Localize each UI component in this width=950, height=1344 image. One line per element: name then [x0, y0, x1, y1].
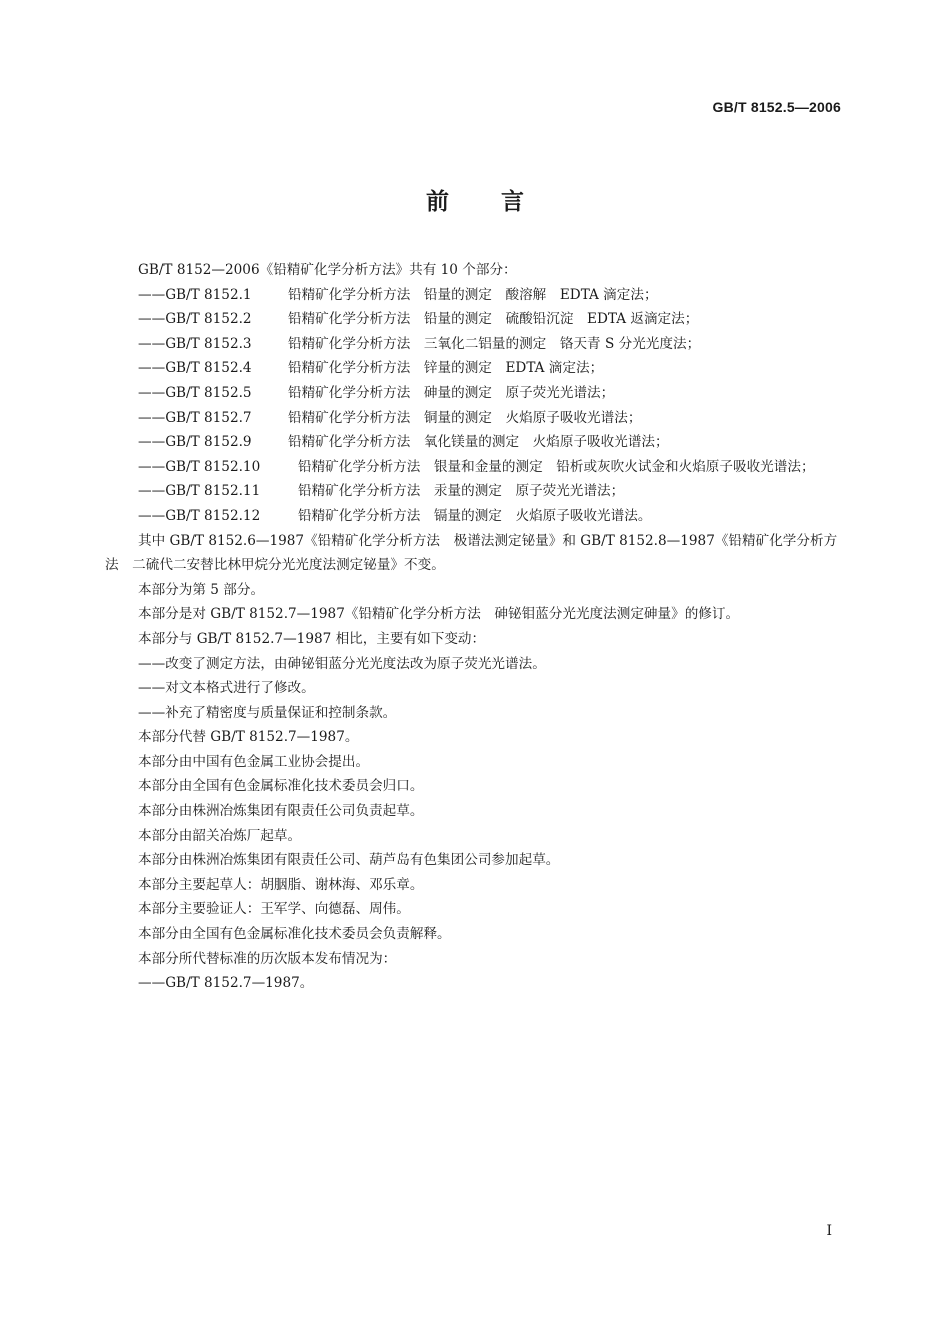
part-description: 铅精矿化学分析方法 铅量的测定 硫酸铅沉淀 EDTA 返滴定法； [288, 311, 699, 328]
part-list-item [105, 307, 845, 332]
verifiers-paragraph: 本部分主要验证人：王军学、向德磊、周伟。 [138, 901, 410, 918]
body-paragraph: 本部分是对 GB/T 8152.7—1987《铅精矿化学分析方法 砷铋钼蓝分光光度法测定砷量》的修订。 [138, 606, 740, 623]
body-paragraph: 本部分由株洲冶炼集团有限责任公司负责起草。 [138, 803, 424, 820]
body-paragraph: 本部分所代替标准的历次版本发布情况为： [138, 950, 397, 967]
part-code: ——GB/T 8152.9 [138, 434, 252, 451]
part-list-item [105, 356, 845, 381]
part-description: 铅精矿化学分析方法 砷量的测定 原子荧光光谱法； [288, 384, 615, 401]
part-list-item [105, 381, 845, 406]
part-code: ——GB/T 8152.7 [138, 409, 252, 426]
page-title [0, 183, 950, 216]
unchanged-parts-note: 其中 GB/T 8152.6—1987《铅精矿化学分析方法 极谱法测定铋量》和 GB/T 8152.8—1987《铅精矿化学分析方法 二硫代二安替比林甲烷分光光度法测定铋量》不变。 [105, 532, 838, 574]
part-description: 铅精矿化学分析方法 汞量的测定 原子荧光光谱法； [298, 483, 625, 500]
title-char: 言 [501, 189, 524, 215]
part-list-item [105, 479, 845, 504]
part-description: 铅精矿化学分析方法 镉量的测定 火焰原子吸收光谱法。 [298, 507, 652, 524]
part-description: 铅精矿化学分析方法 氧化镁量的测定 火焰原子吸收光谱法； [288, 434, 669, 451]
body-paragraph: 本部分由韶关冶炼厂起草。 [138, 827, 302, 844]
part-code: ——GB/T 8152.10 [138, 458, 261, 475]
body-paragraph: 本部分为第 5 部分。 [138, 581, 265, 598]
previous-edition-item: ——GB/T 8152.7—1987。 [138, 975, 314, 992]
change-item: ——对文本格式进行了修改。 [138, 680, 315, 697]
intro-paragraph: GB/T 8152—2006《铅精矿化学分析方法》共有 10 个部分： [138, 262, 517, 278]
part-code: ——GB/T 8152.5 [138, 384, 252, 401]
part-description: 铅精矿化学分析方法 铅量的测定 酸溶解 EDTA 滴定法； [288, 286, 658, 303]
part-list-item [105, 332, 845, 357]
part-code: ——GB/T 8152.12 [138, 507, 261, 524]
part-description: 铅精矿化学分析方法 铜量的测定 火焰原子吸收光谱法； [288, 409, 642, 426]
foreword-body [105, 258, 845, 996]
body-paragraph: 本部分与 GB/T 8152.7—1987 相比，主要有如下变动： [138, 630, 486, 647]
part-list-item [105, 430, 845, 455]
body-paragraph: 本部分由中国有色金属工业协会提出。 [138, 753, 370, 770]
body-paragraph: 本部分由全国有色金属标准化技术委员会归口。 [138, 778, 424, 795]
part-code: ——GB/T 8152.2 [138, 311, 252, 328]
title-char: 前 [426, 189, 449, 215]
part-list-item [105, 406, 845, 431]
page-number: I [826, 1223, 832, 1239]
body-paragraph: 本部分由全国有色金属标准化技术委员会负责解释。 [138, 926, 451, 943]
part-code: ——GB/T 8152.11 [138, 483, 261, 500]
change-item: ——补充了精密度与质量保证和控制条款。 [138, 704, 397, 721]
drafters-paragraph: 本部分主要起草人：胡胭脂、谢林海、邓乐章。 [138, 876, 424, 893]
body-paragraph: 本部分由株洲冶炼集团有限责任公司、葫芦岛有色集团公司参加起草。 [138, 852, 560, 869]
part-list-item [105, 283, 845, 308]
part-code: ——GB/T 8152.4 [138, 360, 252, 377]
part-code: ——GB/T 8152.3 [138, 335, 252, 352]
change-item: ——改变了测定方法，由砷铋钼蓝分光光度法改为原子荧光光谱法。 [138, 655, 546, 672]
body-paragraph: 本部分代替 GB/T 8152.7—1987。 [138, 729, 359, 746]
part-description: 铅精矿化学分析方法 锌量的测定 EDTA 滴定法； [288, 360, 604, 377]
part-description: 铅精矿化学分析方法 银量和金量的测定 铅析或灰吹火试金和火焰原子吸收光谱法； [298, 458, 815, 475]
part-description: 铅精矿化学分析方法 三氧化二铝量的测定 铬天青 S 分光光度法； [288, 335, 701, 352]
part-list-item [105, 455, 845, 480]
part-code: ——GB/T 8152.1 [138, 286, 252, 303]
standard-code: GB/T 8152.5—2006 [712, 99, 841, 115]
part-list-item [105, 504, 845, 529]
